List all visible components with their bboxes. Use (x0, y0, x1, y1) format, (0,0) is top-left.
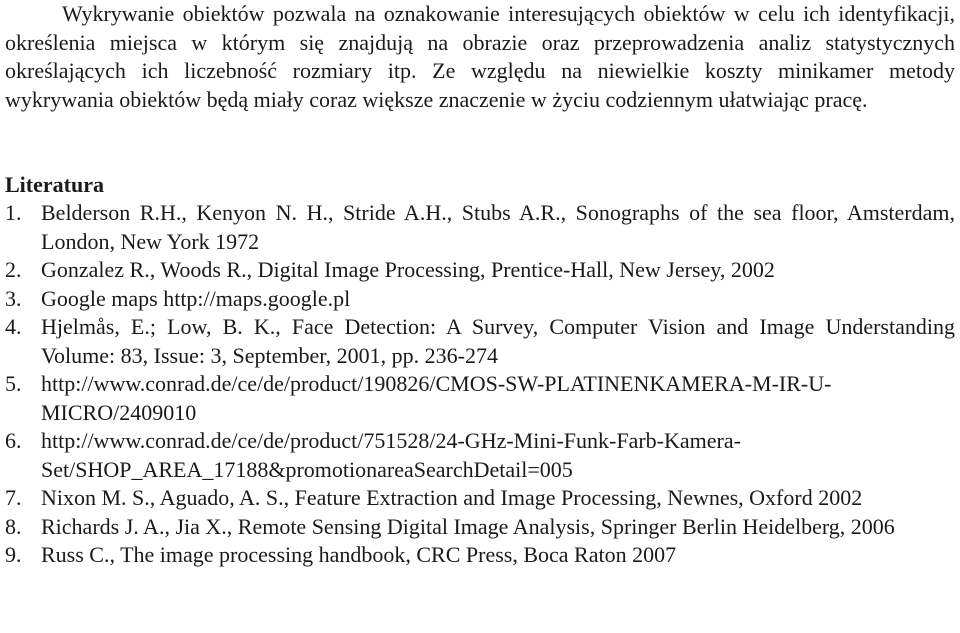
reference-item (5, 199, 955, 256)
reference-item (5, 541, 955, 570)
reference-text: Google maps http://maps.google.pl (41, 285, 351, 311)
reference-text: Russ C., The image processing handbook, CRC Press, Boca Raton 2007 (41, 542, 677, 567)
reference-text: Belderson R.H., Kenyon N. H., Stride A.H., Stubs A.R., Sonographs of the sea floor, Amsterdam, London, New York 1972 (41, 200, 955, 254)
reference-number: 5. (5, 371, 22, 396)
reference-item (5, 285, 955, 314)
reference-text: Hjelmås, E.; Low, B. K., Face Detection: A Survey, Computer Vision and Image Understanding Volume: 83, Issue: 3, September, 2001, pp. 236-274 (41, 314, 955, 368)
reference-number: 1. (5, 200, 22, 225)
reference-item (5, 370, 955, 427)
reference-item (5, 256, 955, 285)
reference-text: Richards J. A., Jia X., Remote Sensing Digital Image Analysis, Springer Berlin Heidelberg, 2006 (41, 513, 895, 539)
reference-number: 2. (5, 257, 22, 282)
body-paragraph: Wykrywanie obiektów pozwala na oznakowanie interesujących obiektów w celu ich identyfikacji, określenia miejsca w którym się znajdują na obrazie oraz przeprowadzenia analiz statystycznych określających ich liczebność rozmiary itp. Ze względu na niewielkie koszty minikamer metody wykrywania obiektów będą miały coraz większe znaczenie w życiu codziennym ułatwiając pracę. (5, 1, 955, 112)
references-list (5, 199, 955, 570)
reference-number: 7. (5, 485, 22, 510)
reference-number: 3. (5, 285, 22, 311)
reference-text: Gonzalez R., Woods R., Digital Image Processing, Prentice-Hall, New Jersey, 2002 (41, 257, 775, 282)
reference-number: 8. (5, 513, 22, 539)
reference-item (5, 427, 955, 484)
reference-item (5, 484, 955, 513)
reference-number: 9. (5, 542, 22, 567)
reference-text: Nixon M. S., Aguado, A. S., Feature Extraction and Image Processing, Newnes, Oxford 2002 (41, 485, 863, 510)
references-heading: Literatura (5, 172, 104, 197)
reference-text: http://www.conrad.de/ce/de/product/190826/CMOS-SW-PLATINENKAMERA-M-IR-U-MICRO/2409010 (41, 371, 832, 425)
reference-number: 6. (5, 428, 22, 453)
reference-text: http://www.conrad.de/ce/de/product/751528/24-GHz-Mini-Funk-Farb-Kamera-Set/SHOP_AREA_17188&promotionareaSearchDetail=005 (41, 428, 741, 482)
reference-item (5, 313, 955, 370)
reference-number: 4. (5, 314, 22, 339)
reference-item (5, 513, 955, 542)
